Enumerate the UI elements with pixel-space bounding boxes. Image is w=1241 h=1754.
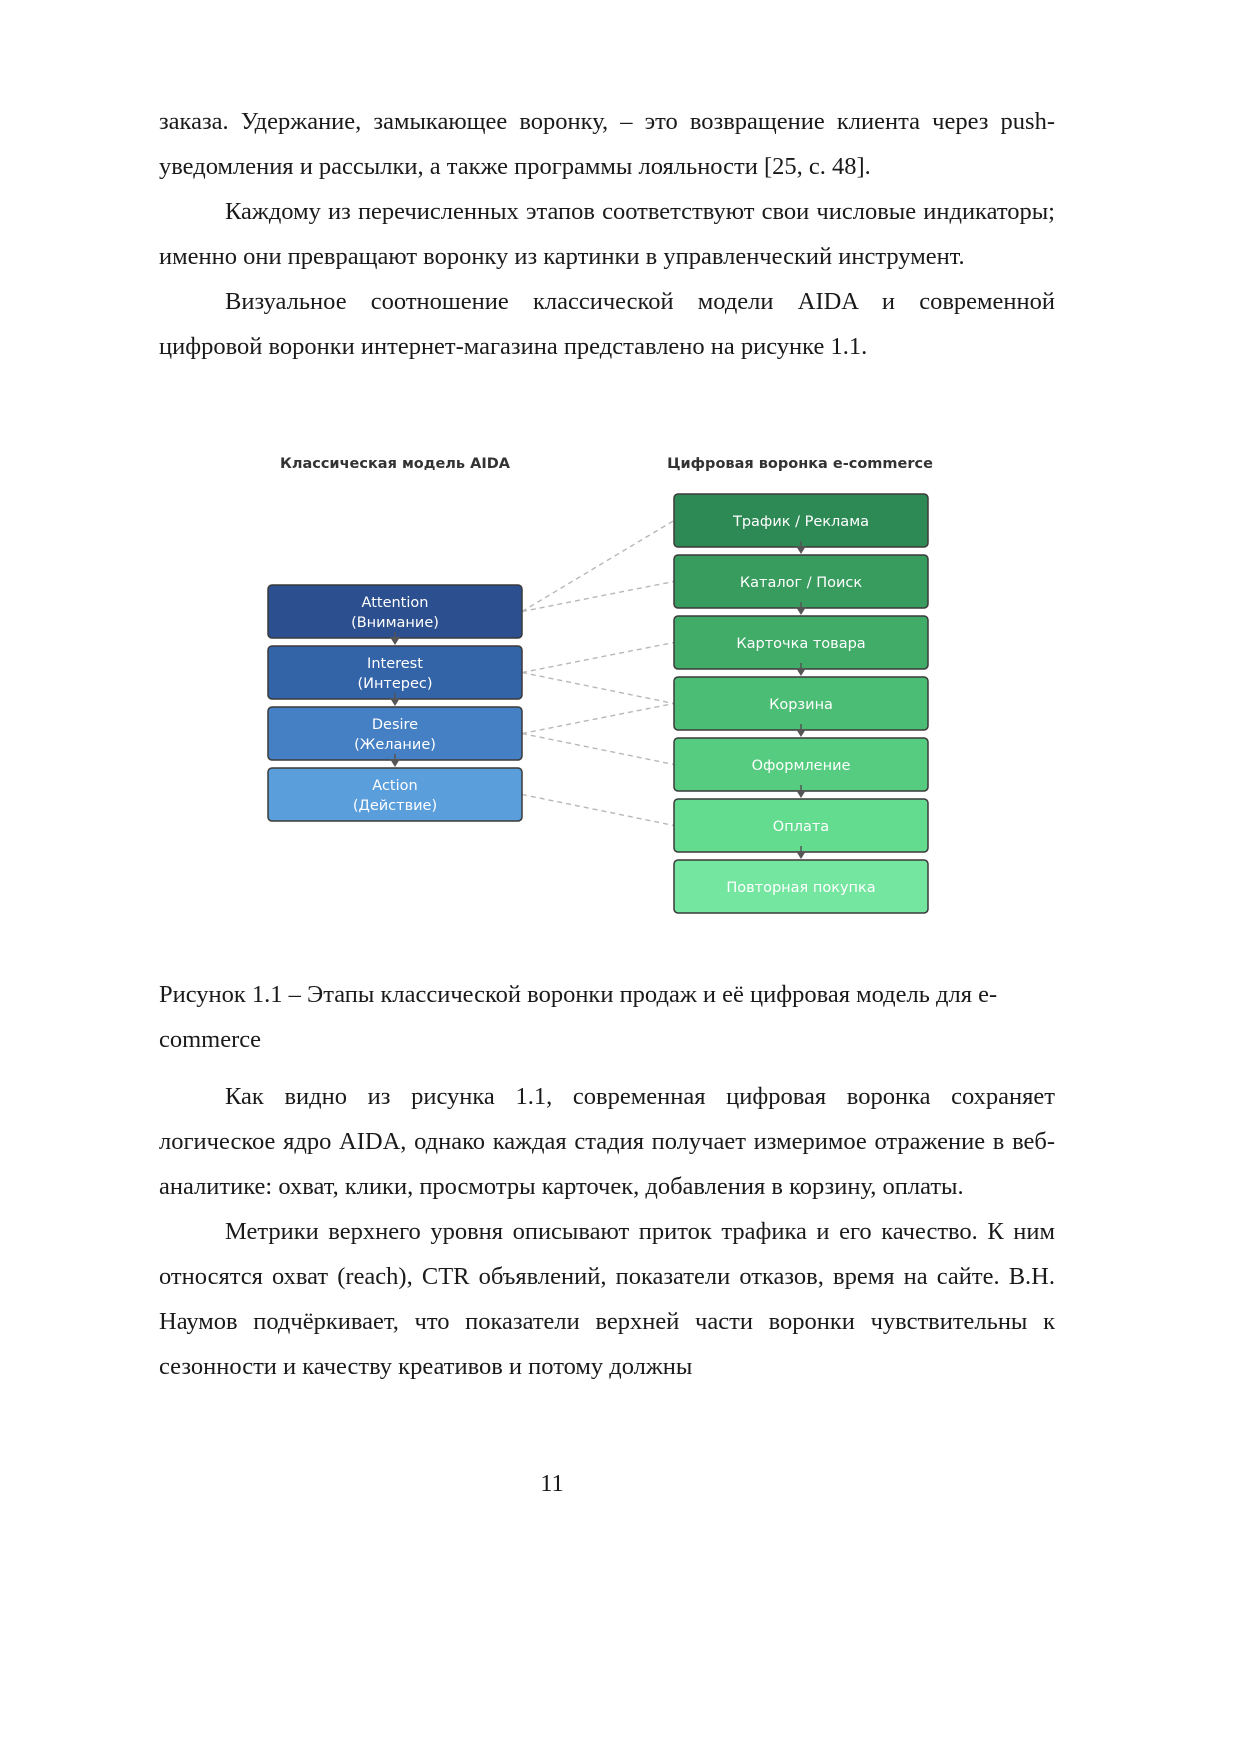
connector-line-6	[522, 795, 674, 826]
aida-stage-name: Interest	[367, 656, 423, 672]
figure-aida-vs-digital-funnel	[250, 445, 950, 925]
connector-line-5	[522, 734, 674, 765]
digital-stage-label: Карточка товара	[736, 636, 866, 652]
digital-stage-label: Оплата	[772, 819, 830, 835]
aida-stage-name: Desire	[371, 717, 419, 733]
paragraph-top-metrics: Метрики верхнего уровня описывают приток трафика и его качество. К ним относятся охват (reach), CTR объявлений, показатели отказов, время на сайте. В.Н. Наумов подчёркивает, что показатели верхней части воронки чувствительны к сезонности и качеству креативов и потому должны	[159, 1218, 1055, 1380]
connector-line-1	[522, 582, 674, 612]
page-number: 11	[540, 1470, 564, 1497]
aida-stage-2	[268, 646, 522, 699]
aida-arrow-3-head	[390, 759, 400, 767]
aida-stage-1	[268, 585, 522, 638]
connector-line-2	[522, 643, 674, 673]
digital-arrow-2-head	[796, 607, 806, 615]
funnel-diagram	[250, 445, 950, 925]
digital-stage-label: Оформление	[751, 758, 851, 774]
digital-arrow-4-head	[796, 729, 806, 737]
digital-stage-7	[674, 860, 928, 913]
aida-stage-translation: (Интерес)	[357, 676, 433, 692]
aida-stage-3	[268, 707, 522, 760]
figure-caption: Рисунок 1.1 – Этапы классической воронки продаж и её цифровая модель для e-commerce	[159, 981, 998, 1053]
digital-stage-1	[674, 494, 928, 547]
digital-arrow-3-head	[796, 668, 806, 676]
connector-lines	[522, 521, 674, 826]
text-block-top	[159, 99, 1055, 369]
left-figure-title: Классическая модель AIDA	[279, 456, 511, 472]
digital-stage-label: Повторная покупка	[726, 880, 876, 896]
aida-stage-name: Attention	[361, 595, 429, 611]
digital-stage-4	[674, 677, 928, 730]
paragraph-continuation: заказа. Удержание, замыкающее воронку, – это возвращение клиента через push-уведомления и рассылки, а также программы лояльности [25, с. 48].	[159, 108, 1055, 180]
digital-stage-5	[674, 738, 928, 791]
aida-stage-translation: (Действие)	[352, 798, 438, 814]
digital-arrow-1-head	[796, 546, 806, 554]
connector-line-4	[522, 704, 674, 734]
paragraph-indicators: Каждому из перечисленных этапов соответствуют свои числовые индикаторы; именно они превращают воронку из картинки в управленческий инструмент.	[159, 198, 1055, 270]
digital-stage-2	[674, 555, 928, 608]
digital-arrow-6-head	[796, 851, 806, 859]
paragraph-figure-intro: Визуальное соотношение классической модели AIDA и современной цифровой воронки интернет-магазина представлено на рисунке 1.1.	[159, 288, 1055, 360]
text-block-bottom	[159, 1074, 1055, 1389]
aida-arrow-1-head	[390, 637, 400, 645]
paragraph-figure-analysis: Как видно из рисунка 1.1, современная цифровая воронка сохраняет логическое ядро AIDA, однако каждая стадия получает измеримое отражение в веб-аналитике: охват, клики, просмотры карточек, добавления в корзину, оплаты.	[159, 1083, 1055, 1200]
digital-stage-label: Корзина	[769, 697, 833, 713]
right-figure-title: Цифровая воронка e-commerce	[667, 456, 933, 472]
connector-line-0	[522, 521, 674, 612]
aida-stage-translation: (Желание)	[354, 737, 436, 753]
digital-stage-6	[674, 799, 928, 852]
connector-line-3	[522, 673, 674, 704]
aida-stage-name: Action	[372, 778, 418, 794]
digital-stage-label: Трафик / Реклама	[732, 514, 870, 530]
digital-stage-3	[674, 616, 928, 669]
digital-stage-label: Каталог / Поиск	[739, 575, 863, 591]
digital-arrow-5-head	[796, 790, 806, 798]
aida-stage-translation: (Внимание)	[351, 615, 439, 631]
aida-arrow-2-head	[390, 698, 400, 706]
aida-stage-4	[268, 768, 522, 821]
